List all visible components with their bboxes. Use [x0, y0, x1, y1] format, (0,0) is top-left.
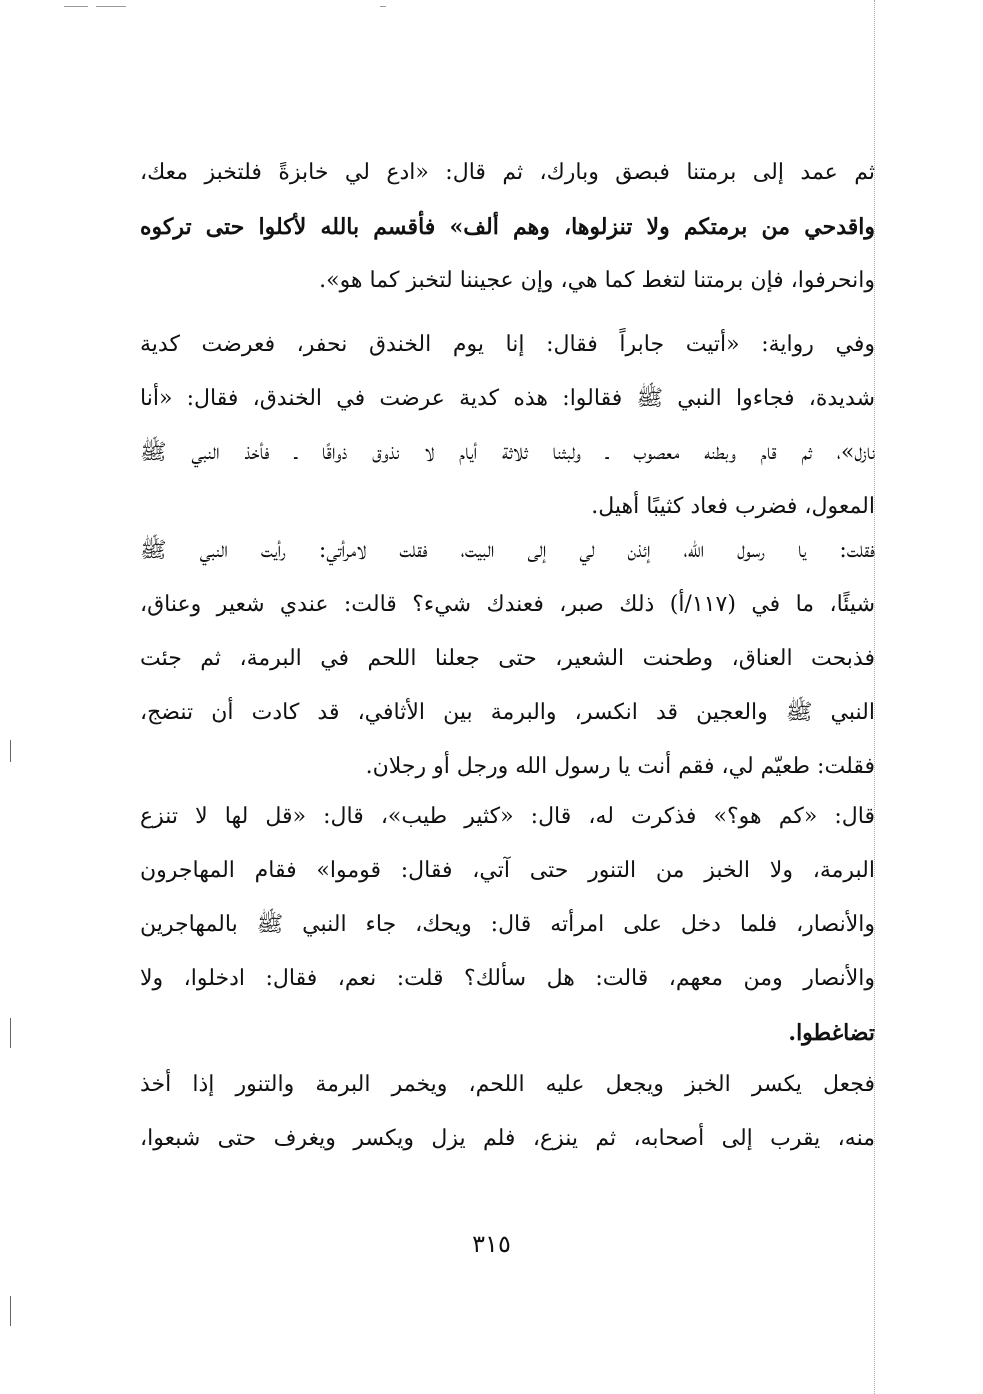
page-number: ٣١٥ — [472, 1230, 511, 1258]
text-line: واقدحي من برمتكم ولا تنزلوها، وهم ألف» فأقسم بالله لأكلوا حتى تركوه — [140, 214, 875, 240]
scan-mark-left — [10, 1296, 11, 1326]
text-line: المعول، فضرب فعاد كثيبًا أهيل. — [591, 494, 875, 519]
text-line: ثم عمد إلى برمتنا فبصق وبارك، ثم قال: «ادع لي خابزةً فلتخبز معك، — [140, 160, 875, 185]
paragraph-2 — [140, 318, 875, 534]
text-line: النبي ﷺ والعجين قد انكسر، والبرمة بين الأثافي، قد كادت أن تنضج، — [140, 700, 875, 725]
text-line: وفي رواية: «أتيت جابراً فقال: إنا يوم الخندق نحفر، فعرضت كدية — [140, 332, 875, 357]
text-line: شيئًا، ما في (١١٧/أ) ذلك صبر، فعندك شيء؟ قالت: عندي شعير وعناق، — [140, 592, 876, 617]
text-line: وانحرفوا، فإن برمتنا لتغط كما هي، وإن عجيننا لتخبز كما هو». — [319, 268, 875, 293]
text-line: والأنصار ومن معهم، قالت: هل سألك؟ قلت: نعم، فقال: ادخلوا، ولا — [140, 966, 875, 991]
text-line: فقلت: يا رسول الله، إئذن لي إلى البيت، فقلت لامرأتي: رأيت النبي ﷺ — [140, 538, 875, 563]
paragraph-5 — [140, 1058, 875, 1166]
text-line: فجعل يكسر الخبز ويجعل عليه اللحم، ويخمر البرمة والتنور إذا أخذ — [140, 1072, 875, 1097]
paragraph-1 — [140, 146, 875, 308]
text-line: نازل»، ثم قام وبطنه معصوب ـ ولبثنا ثلاثة أيام لا نذوق ذواقًا ـ فأخذ النبي ﷺ — [140, 440, 875, 465]
text-line: شديدة، فجاءوا النبي ﷺ فقالوا: هذه كدية عرضت في الخندق، فقال: «أنا — [140, 386, 875, 411]
scan-mark-left — [10, 740, 11, 762]
text-line: والأنصار، فلما دخل على امرأته قال: ويحك، جاء النبي ﷺ بالمهاجرين — [140, 912, 875, 937]
text-line: فذبحت العناق، وطحنت الشعير، حتى جعلنا اللحم في البرمة، ثم جئت — [140, 646, 875, 671]
scan-mark-top — [380, 6, 386, 7]
scan-mark-top — [96, 6, 126, 7]
paragraph-3 — [140, 524, 875, 794]
paragraph-4 — [140, 790, 875, 1060]
text-line: البرمة، ولا الخبز من التنور حتى آتي، فقال: قوموا» فقام المهاجرون — [140, 858, 875, 883]
scan-mark-top — [64, 6, 88, 7]
text-line: فقلت: طعيّم لي، فقم أنت يا رسول الله ورجل أو رجلان. — [365, 754, 875, 779]
text-line: منه، يقرب إلى أصحابه، ثم ينزع، فلم يزل ويكسر ويغرف حتى شبعوا، — [140, 1126, 875, 1151]
scan-mark-left — [10, 1018, 11, 1048]
text-line: قال: «كم هو؟» فذكرت له، قال: «كثير طيب»، قال: «قل لها لا تنزع — [140, 804, 875, 829]
text-line: تضاغطوا. — [788, 1020, 875, 1046]
